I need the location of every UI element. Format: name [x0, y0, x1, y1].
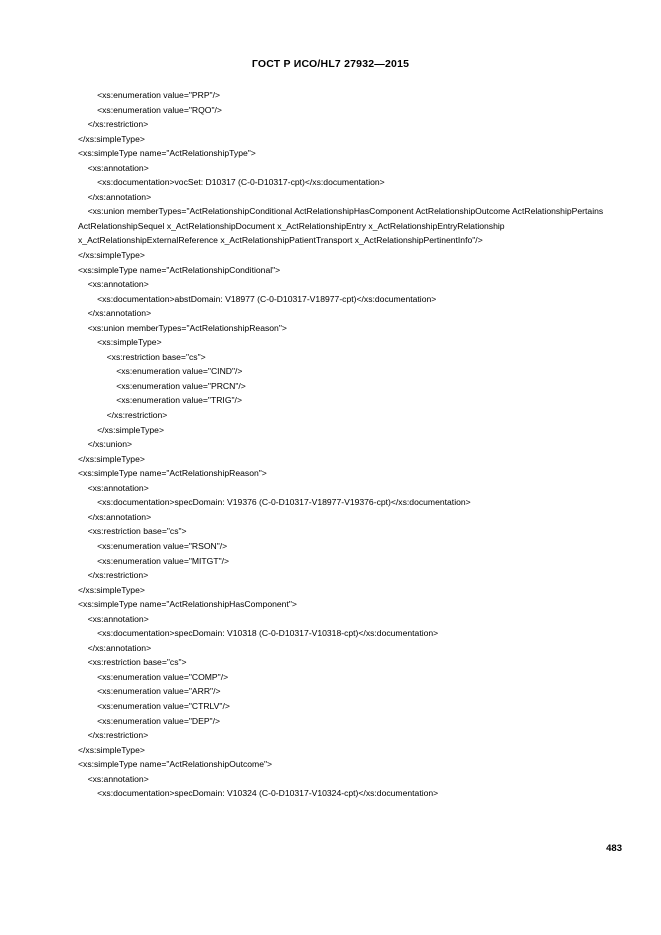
code-line: <xs:simpleType name="ActRelationshipReason"> — [78, 468, 267, 479]
code-line: </xs:simpleType> — [78, 424, 164, 435]
code-line: <xs:restriction base="cs"> — [78, 657, 187, 668]
code-line: <xs:enumeration value="PRCN"/> — [78, 380, 246, 391]
code-line: <xs:documentation>specDomain: V19376 (C-0-D10317-V18977-V19376-cpt)</xs:documentation> — [78, 497, 471, 508]
code-line: <xs:enumeration value="CTRLV"/> — [78, 700, 230, 711]
code-line: <xs:union memberTypes="ActRelationshipConditional ActRelationshipHasComponent ActRelationshipOutcome ActRelationshipPertains ActRelationshipSequel x_ActRelationshipDocument x_ActRelationshipEntry x_ActRelationshipEntryRelationship x_ActRelationshipExternalReference x_ActRelationshipPatientTransport x_ActRelationshipPertinentInfo"/> — [78, 206, 606, 246]
code-line: </xs:simpleType> — [78, 744, 145, 755]
page-header-standard-title: ГОСТ Р ИСО/HL7 27932—2015 — [251, 58, 410, 70]
code-line: <xs:documentation>abstDomain: V18977 (C-0-D10317-V18977-cpt)</xs:documentation> — [78, 293, 437, 304]
code-line: <xs:restriction base="cs"> — [78, 526, 187, 537]
code-line: <xs:annotation> — [78, 613, 149, 624]
code-line: </xs:restriction> — [78, 730, 149, 741]
code-line: <xs:documentation>vocSet: D10317 (C-0-D10317-cpt)</xs:documentation> — [78, 177, 385, 188]
code-line: </xs:union> — [78, 439, 132, 450]
code-line: </xs:simpleType> — [78, 250, 145, 261]
code-line: <xs:documentation>specDomain: V10318 (C-0-D10317-V10318-cpt)</xs:documentation> — [78, 628, 439, 639]
code-line: <xs:enumeration value="DEP"/> — [78, 715, 221, 726]
code-line: <xs:enumeration value="PRP"/> — [78, 90, 221, 100]
code-line: </xs:restriction> — [78, 570, 149, 581]
code-line: <xs:enumeration value="MITGT"/> — [78, 555, 230, 566]
code-line: <xs:documentation>specDomain: V10324 (C-0-D10317-V10324-cpt)</xs:documentation> — [78, 788, 439, 799]
code-line: </xs:annotation> — [78, 191, 152, 202]
code-line: </xs:simpleType> — [78, 133, 145, 144]
code-line: <xs:restriction base="cs"> — [78, 351, 206, 362]
code-line: </xs:simpleType> — [78, 453, 145, 464]
code-line: <xs:enumeration value="RQO"/> — [78, 104, 222, 115]
code-line: <xs:enumeration value="RSON"/> — [78, 540, 228, 551]
code-line: </xs:annotation> — [78, 642, 152, 653]
code-line: </xs:restriction> — [78, 410, 168, 421]
code-line: <xs:union memberTypes="ActRelationshipReason"> — [78, 322, 287, 333]
code-line: <xs:simpleType name="ActRelationshipHasComponent"> — [78, 599, 297, 610]
code-line: <xs:enumeration value="CIND"/> — [78, 366, 243, 377]
page-number: 483 — [606, 843, 622, 854]
code-line: <xs:annotation> — [78, 773, 149, 784]
xml-schema-code-block — [78, 88, 618, 801]
code-line: </xs:annotation> — [78, 308, 152, 319]
code-line: </xs:simpleType> — [78, 584, 145, 595]
code-line: <xs:simpleType name="ActRelationshipConditional"> — [78, 264, 281, 275]
code-line: <xs:annotation> — [78, 482, 149, 493]
code-line: <xs:enumeration value="COMP"/> — [78, 671, 229, 682]
code-line: <xs:simpleType name="ActRelationshipOutcome"> — [78, 759, 273, 770]
code-line: <xs:enumeration value="ARR"/> — [78, 686, 221, 697]
code-line: <xs:enumeration value="TRIG"/> — [78, 395, 242, 406]
code-line: <xs:annotation> — [78, 279, 149, 290]
code-line: </xs:restriction> — [78, 119, 149, 130]
code-line: <xs:annotation> — [78, 162, 149, 173]
code-line: <xs:simpleType> — [78, 337, 162, 348]
code-line: <xs:simpleType name="ActRelationshipType"> — [78, 148, 256, 159]
code-line: </xs:annotation> — [78, 511, 152, 522]
